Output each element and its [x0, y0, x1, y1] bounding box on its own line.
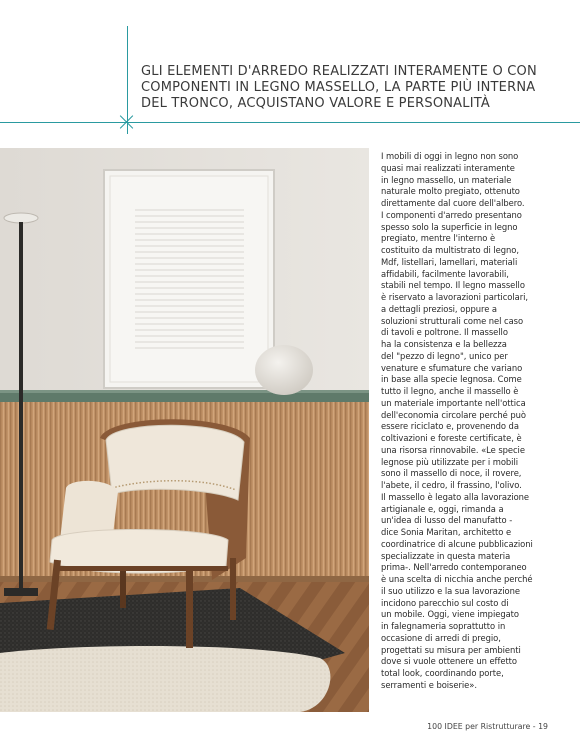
- framed-artwork: [104, 170, 274, 388]
- body-text: I mobili di oggi in legno non sono quasi mai realizzati interamente in legno massello, un materiale naturale molto pregiato, ottenuto direttamente dal cuore dell'albero. I componenti d'arredo presentano spesso solo la superficie in legno pregiato, mentre l'interno è costituito da multistrato di legno, Mdf, listellari, lamellari, materiali affidabili, facilmente lavorabili, stabili nel tempo. Il legno massello è riservato a lavorazioni particolari, a dettagli preziosi, oppure a soluzioni strutturali come nel caso di tavoli e poltrone. Il massello ha la consistenza e la bellezza del "pezzo di legno", unico per venature e sfumature che variano in base alla specie legnosa. Come tutto il legno, anche il massello è un materiale importante nell'ottica dell'economia circolare perché può essere riciclato e, provenendo da coltivazioni e foreste certificate, è una risorsa rinnovabile. «Le specie legnose più utilizzate per i mobili sono il massello di noce, il rovere, l'abete, il cedro, il frassino, l'olivo. Il massello è legato alla lavorazione artigianale e, oggi, rimanda a un'idea di lusso del manufatto - dice Sonia Maritan, architetto e coordinatrice di alcune pubblicazioni specializzate in questa materia prima-. Nell'arredo contemporaneo è una scelta di nicchia anche perché il suo utilizzo e la sua lavorazione incidono parecchio sul costo di un mobile. Oggi, viene impiegato in falegnameria soprattutto in occasione di arredi di pregio, progettati su misura per ambienti dove si vuole ottenere un effetto total look, coordinando porte, serramenti e boiserie».: [381, 151, 533, 690]
- headline: GLI ELEMENTI D'ARREDO REALIZZATI INTERAMENTE O CON COMPONENTI IN LEGNO MASSELLO, LA PARTE PIÙ INTERNA DEL TRONCO, ACQUISTANO VALORE E PERSONALITÀ: [141, 64, 537, 111]
- interior-photo: [0, 148, 369, 712]
- sphere-lamp: [255, 345, 313, 395]
- light-rug: [0, 646, 330, 712]
- page-folio: 100 IDEE per Ristrutturare - 19: [427, 722, 548, 731]
- cross-mark-icon: [118, 113, 136, 131]
- horizontal-accent-rule: [0, 122, 580, 123]
